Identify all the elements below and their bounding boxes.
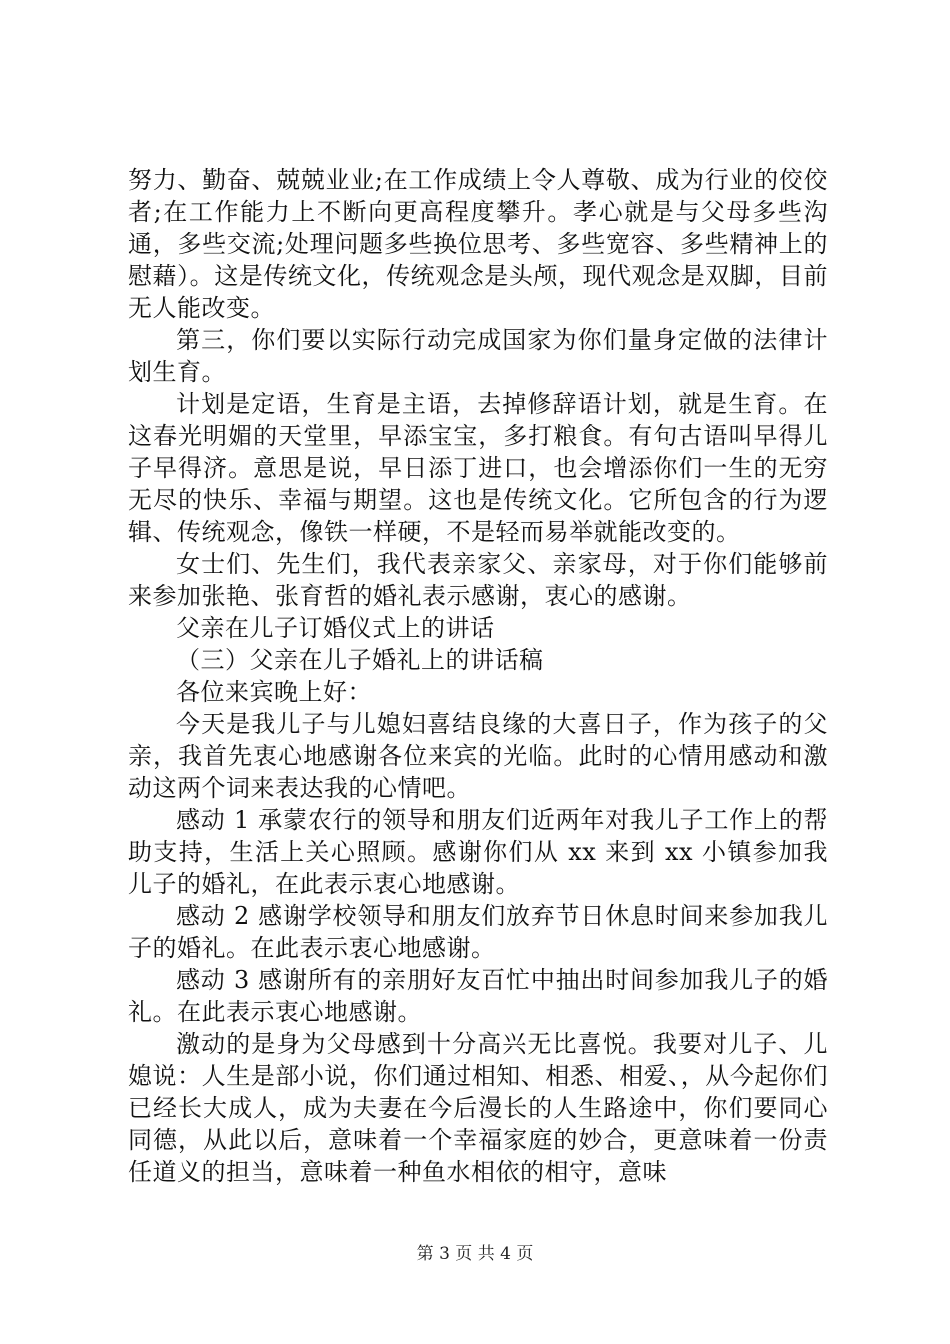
paragraph: 计划是定语，生育是主语，去掉修辞语计划，就是生育。在这春光明媚的天堂里，早添宝宝，多打粮食。有句古语叫早得儿子早得济。意思是说，早日添丁进口，也会增添你们一生的无穷无尽的快乐、幸福与期望。这也是传统文化。它所包含的行为逻辑、传统观念，像铁一样硬，不是轻而易举就能改变的。 (128, 390, 828, 546)
section-heading: （三）父亲在儿子婚礼上的讲话稿 (176, 646, 544, 674)
section-heading: 父亲在儿子订婚仪式上的讲话 (176, 614, 495, 642)
paragraph: 今天是我儿子与儿媳妇喜结良缘的大喜日子，作为孩子的父亲，我首先衷心地感谢各位来宾的光临。此时的心情用感动和激动这两个词来表达我的心情吧。 (128, 710, 828, 802)
paragraph: 第三，你们要以实际行动完成国家为你们量身定做的法律计划生育。 (128, 326, 828, 386)
document-body (128, 164, 828, 1188)
paragraph: 努力、勤奋、兢兢业业;在工作成绩上令人尊敬、成为行业的佼佼者;在工作能力上不断向更高程度攀升。孝心就是与父母多些沟通，多些交流;处理问题多些换位思考、多些宽容、多些精神上的慰藉）。这是传统文化，传统观念是头颅，现代观念是双脚，目前无人能改变。 (128, 166, 828, 322)
greeting: 各位来宾晚上好： (176, 678, 372, 706)
paragraph: 感动 2 感谢学校领导和朋友们放弃节日休息时间来参加我儿子的婚礼。在此表示衷心地感谢。 (128, 902, 828, 962)
paragraph: 女士们、先生们，我代表亲家父、亲家母，对于你们能够前来参加张艳、张育哲的婚礼表示感谢，衷心的感谢。 (128, 550, 828, 610)
page-number-footer: 第 3 页 共 4 页 (416, 1244, 534, 1264)
paragraph: 感动 3 感谢所有的亲朋好友百忙中抽出时间参加我儿子的婚礼。在此表示衷心地感谢。 (128, 966, 828, 1026)
paragraph: 感动 1 承蒙农行的领导和朋友们近两年对我儿子工作上的帮助支持，生活上关心照顾。感谢你们从 xx 来到 xx 小镇参加我儿子的婚礼，在此表示衷心地感谢。 (128, 806, 828, 898)
paragraph: 激动的是身为父母感到十分高兴无比喜悦。我要对儿子、儿媳说：人生是部小说，你们通过相知、相悉、相爱、，从今起你们已经长大成人，成为夫妻在今后漫长的人生路途中，你们要同心同德，从此以后，意味着一个幸福家庭的妙合，更意味着一份责任道义的担当，意味着一种鱼水相依的相守，意味 (128, 1030, 828, 1186)
